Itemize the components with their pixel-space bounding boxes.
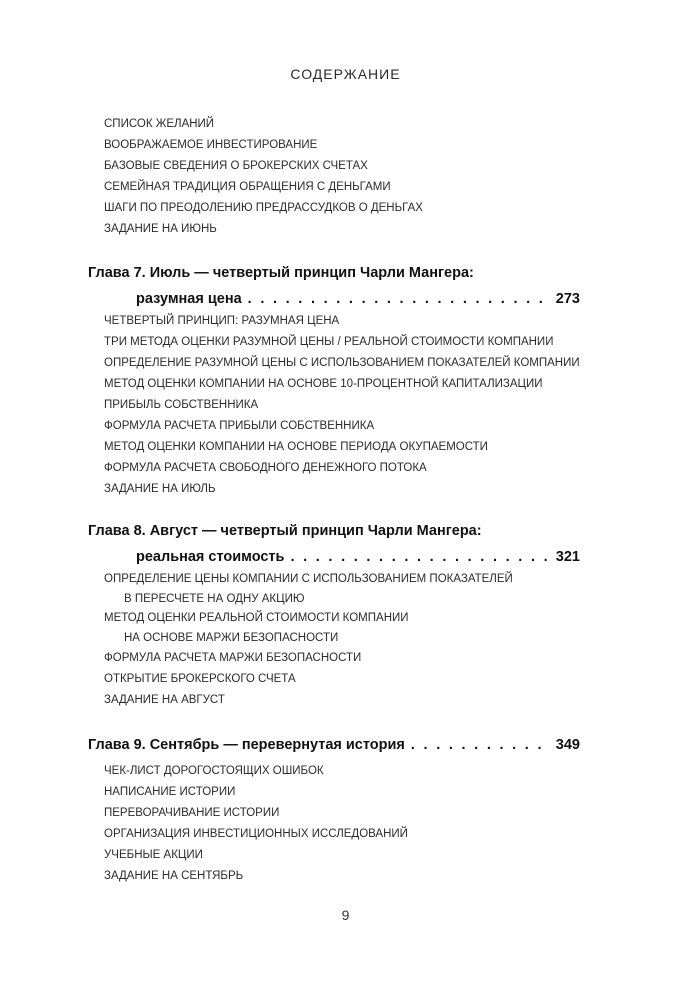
section-item-continuation: В ПЕРЕСЧЕТЕ НА ОДНУ АКЦИЮ bbox=[124, 592, 305, 605]
section-item: ЧЕК-ЛИСТ ДОРОГОСТОЯЩИХ ОШИБОК bbox=[104, 765, 324, 777]
section-item: ОПРЕДЕЛЕНИЕ РАЗУМНОЙ ЦЕНЫ С ИСПОЛЬЗОВАНИЕМ ПОКАЗАТЕЛЕЙ КОМПАНИИ bbox=[104, 357, 580, 369]
chapter-8-title-line2 bbox=[88, 544, 580, 570]
chapter-8-page-number: 321 bbox=[555, 549, 580, 565]
section-item: ФОРМУЛА РАСЧЕТА МАРЖИ БЕЗОПАСНОСТИ bbox=[104, 652, 362, 664]
section-item: ЧЕТВЕРТЫЙ ПРИНЦИП: РАЗУМНАЯ ЦЕНА bbox=[104, 315, 340, 327]
section-item: СЕМЕЙНАЯ ТРАДИЦИЯ ОБРАЩЕНИЯ С ДЕНЬГАМИ bbox=[104, 181, 391, 193]
chapter-8-subtitle: реальная стоимость bbox=[136, 549, 285, 565]
section-item: ЗАДАНИЕ НА СЕНТЯБРЬ bbox=[104, 870, 244, 882]
chapter-7-title-line1: Глава 7. Июль — четвертый принцип Чарли Мангера: bbox=[88, 265, 474, 281]
chapter-8-title-line1: Глава 8. Август — четвертый принцип Чарли Мангера: bbox=[88, 523, 482, 539]
section-item: ТРИ МЕТОДА ОЦЕНКИ РАЗУМНОЙ ЦЕНЫ / РЕАЛЬНОЙ СТОИМОСТИ КОМПАНИИ bbox=[104, 336, 554, 348]
previous-chapter-sections bbox=[104, 114, 423, 240]
page-title: СОДЕРЖАНИЕ bbox=[290, 66, 401, 82]
section-item: НАПИСАНИЕ ИСТОРИИ bbox=[104, 786, 236, 798]
chapter-7-heading bbox=[88, 260, 580, 312]
section-item: ЗАДАНИЕ НА ИЮНЬ bbox=[104, 223, 217, 235]
section-item: ОРГАНИЗАЦИЯ ИНВЕСТИЦИОННЫХ ИССЛЕДОВАНИЙ bbox=[104, 828, 408, 840]
section-item: СПИСОК ЖЕЛАНИЙ bbox=[104, 118, 215, 130]
section-item: ВООБРАЖАЕМОЕ ИНВЕСТИРОВАНИЕ bbox=[104, 139, 318, 151]
chapter-8-heading bbox=[88, 518, 580, 570]
chapter-9-title: Глава 9. Сентябрь — перевернутая история bbox=[88, 737, 405, 753]
section-item: ПРИБЫЛЬ СОБСТВЕННИКА bbox=[104, 399, 259, 411]
dot-leader bbox=[248, 286, 550, 312]
section-item: УЧЕБНЫЕ АКЦИИ bbox=[104, 849, 203, 861]
chapter-7-title-line2 bbox=[88, 286, 580, 312]
chapter-9-page-number: 349 bbox=[555, 737, 580, 753]
section-item-continuation: НА ОСНОВЕ МАРЖИ БЕЗОПАСНОСТИ bbox=[124, 631, 339, 644]
section-item: ЗАДАНИЕ НА АВГУСТ bbox=[104, 694, 225, 706]
chapter-9-heading bbox=[88, 732, 580, 758]
chapter-7-page-number: 273 bbox=[555, 291, 580, 307]
section-item: ЗАДАНИЕ НА ИЮЛЬ bbox=[104, 483, 216, 495]
page-number: 9 bbox=[341, 907, 350, 923]
section-item: ШАГИ ПО ПРЕОДОЛЕНИЮ ПРЕДРАССУДКОВ О ДЕНЬГАХ bbox=[104, 202, 423, 214]
section-item: МЕТОД ОЦЕНКИ КОМПАНИИ НА ОСНОВЕ 10-ПРОЦЕНТНОЙ КАПИТАЛИЗАЦИИ bbox=[104, 378, 543, 390]
section-item: ПЕРЕВОРАЧИВАНИЕ ИСТОРИИ bbox=[104, 807, 280, 819]
section-item: ФОРМУЛА РАСЧЕТА ПРИБЫЛИ СОБСТВЕННИКА bbox=[104, 420, 375, 432]
section-item-line: ОПРЕДЕЛЕНИЕ ЦЕНЫ КОМПАНИИ С ИСПОЛЬЗОВАНИЕМ ПОКАЗАТЕЛЕЙ bbox=[104, 573, 513, 585]
section-item: ОТКРЫТИЕ БРОКЕРСКОГО СЧЕТА bbox=[104, 673, 296, 685]
chapter-7-subtitle: разумная цена bbox=[136, 291, 242, 307]
section-item bbox=[104, 609, 513, 648]
dot-leader bbox=[290, 544, 549, 570]
section-item bbox=[104, 570, 513, 609]
section-item: БАЗОВЫЕ СВЕДЕНИЯ О БРОКЕРСКИХ СЧЕТАХ bbox=[104, 160, 368, 172]
dot-leader bbox=[411, 732, 550, 758]
section-item: МЕТОД ОЦЕНКИ КОМПАНИИ НА ОСНОВЕ ПЕРИОДА ОКУПАЕМОСТИ bbox=[104, 441, 488, 453]
chapter-8-sections bbox=[104, 570, 513, 711]
chapter-9-title-line1 bbox=[88, 732, 580, 758]
chapter-7-sections bbox=[104, 311, 580, 500]
section-item: ФОРМУЛА РАСЧЕТА СВОБОДНОГО ДЕНЕЖНОГО ПОТОКА bbox=[104, 462, 427, 474]
section-item-line: МЕТОД ОЦЕНКИ РЕАЛЬНОЙ СТОИМОСТИ КОМПАНИИ bbox=[104, 612, 409, 624]
chapter-9-sections bbox=[104, 761, 408, 887]
